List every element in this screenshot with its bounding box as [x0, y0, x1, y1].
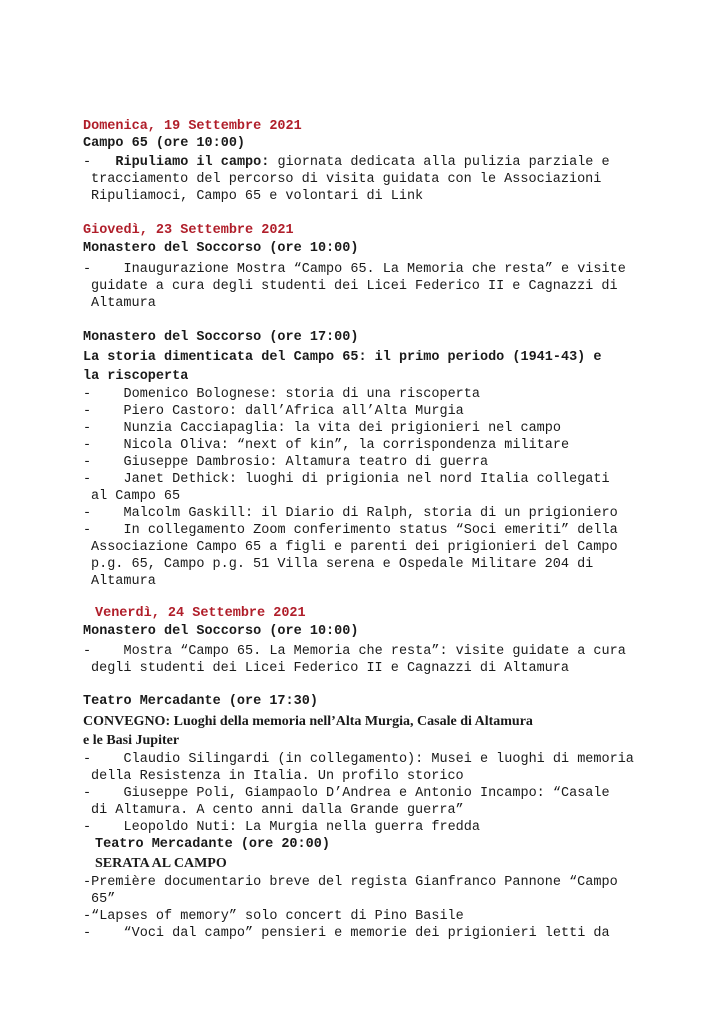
- venue-heading: Monastero del Soccorso (ore 17:00): [83, 330, 359, 345]
- bullet-dash: -: [83, 644, 92, 659]
- bullet-dash: -: [83, 421, 92, 436]
- venue-heading: Teatro Mercadante (ore 17:30): [83, 694, 318, 709]
- item-text: Malcolm Gaskill: il Diario di Ralph, storia di un prigioniero: [123, 506, 618, 521]
- item-text: Altamura: [91, 574, 156, 589]
- list-item: -“Lapses of memory” solo concert di Pino Basile: [83, 909, 464, 924]
- item-text: Janet Dethick: luoghi di prigionia nel nord Italia collegati: [123, 472, 610, 487]
- item-text: Altamura: [91, 296, 156, 311]
- list-item: [83, 471, 610, 488]
- item-text: tracciamento del percorso di visita guidata con le Associazioni: [91, 172, 602, 187]
- bullet-dash: -: [83, 926, 92, 941]
- venue-heading: Teatro Mercadante (ore 20:00): [95, 837, 330, 852]
- date-heading: Giovedì, 23 Settembre 2021: [83, 223, 294, 238]
- venue-heading: Monastero del Soccorso (ore 10:00): [83, 624, 359, 639]
- list-item: [83, 420, 561, 437]
- date-heading: Domenica, 19 Settembre 2021: [83, 119, 302, 134]
- session-title: la riscoperta: [83, 369, 189, 384]
- bullet-dash: -: [83, 752, 92, 767]
- list-item: [83, 925, 610, 942]
- item-text: della Resistenza in Italia. Un profilo storico: [91, 769, 464, 784]
- list-item: [83, 785, 610, 802]
- list-item: [83, 751, 634, 768]
- item-text: Leopoldo Nuti: La Murgia nella guerra fredda: [123, 820, 480, 835]
- bullet-dash: -: [83, 455, 92, 470]
- list-item: [83, 454, 488, 471]
- date-heading: Venerdì, 24 Settembre 2021: [95, 606, 306, 621]
- item-text: p.g. 65, Campo p.g. 51 Villa serena e Ospedale Militare 204 di: [91, 557, 594, 572]
- bullet-dash: -: [83, 155, 92, 170]
- item-text: degli studenti dei Licei Federico II e Cagnazzi di Altamura: [91, 661, 569, 676]
- venue-heading: Monastero del Soccorso (ore 10:00): [83, 241, 359, 256]
- list-item: [83, 154, 610, 171]
- item-text: guidate a cura degli studenti dei Licei Federico II e Cagnazzi di: [91, 279, 618, 294]
- item-text: di Altamura. A cento anni dalla Grande guerra”: [91, 803, 464, 818]
- item-text: Piero Castoro: dall’Africa all’Alta Murgia: [123, 404, 464, 419]
- item-text: Ripuliamoci, Campo 65 e volontari di Link: [91, 189, 424, 204]
- item-text: al Campo 65: [91, 489, 181, 504]
- list-item: -Première documentario breve del regista Gianfranco Pannone “Campo: [83, 875, 618, 890]
- venue-heading: Campo 65 (ore 10:00): [83, 136, 246, 151]
- item-text: “Voci dal campo” pensieri e memorie dei prigionieri letti da: [123, 926, 610, 941]
- list-item: [83, 386, 480, 403]
- item-text: Giuseppe Poli, Giampaolo D’Andrea e Antonio Incampo: “Casale: [123, 786, 610, 801]
- event-title: SERATA AL CAMPO: [95, 856, 227, 871]
- item-text: Associazione Campo 65 a figli e parenti dei prigionieri del Campo: [91, 540, 618, 555]
- bullet-dash: -: [83, 820, 92, 835]
- bullet-dash: -: [83, 387, 92, 402]
- list-item: [83, 261, 626, 278]
- bullet-dash: -: [83, 506, 92, 521]
- item-text: Nunzia Cacciapaglia: la vita dei prigionieri nel campo: [123, 421, 561, 436]
- item-label: Ripuliamo il campo:: [115, 155, 270, 170]
- list-item: [83, 505, 618, 522]
- bullet-dash: -: [83, 438, 92, 453]
- bullet-dash: -: [83, 472, 92, 487]
- list-item: [83, 819, 480, 836]
- list-item: [83, 643, 626, 660]
- conference-title: e le Basi Jupiter: [83, 733, 180, 748]
- list-item: [83, 403, 464, 420]
- item-text: Mostra “Campo 65. La Memoria che resta”: visite guidate a cura: [123, 644, 626, 659]
- bullet-dash: -: [83, 262, 92, 277]
- item-text: Domenico Bolognese: storia di una riscoperta: [123, 387, 480, 402]
- item-text: Nicola Oliva: “next of kin”, la corrispondenza militare: [123, 438, 570, 453]
- item-text: 65”: [91, 892, 116, 907]
- bullet-dash: -: [83, 786, 92, 801]
- session-title: La storia dimenticata del Campo 65: il primo periodo (1941-43) e: [83, 350, 602, 365]
- list-item: [83, 522, 618, 539]
- bullet-dash: -: [83, 404, 92, 419]
- item-text: Giuseppe Dambrosio: Altamura teatro di guerra: [123, 455, 489, 470]
- list-item: [83, 437, 569, 454]
- item-text: Claudio Silingardi (in collegamento): Musei e luoghi di memoria: [123, 752, 634, 767]
- item-text: giornata dedicata alla pulizia parziale e: [269, 155, 610, 170]
- conference-title: CONVEGNO: Luoghi della memoria nell’Alta Murgia, Casale di Altamura: [83, 714, 533, 729]
- item-text: Inaugurazione Mostra “Campo 65. La Memoria che resta” e visite: [123, 262, 626, 277]
- bullet-dash: -: [83, 523, 92, 538]
- item-text: In collegamento Zoom conferimento status “Soci emeriti” della: [123, 523, 618, 538]
